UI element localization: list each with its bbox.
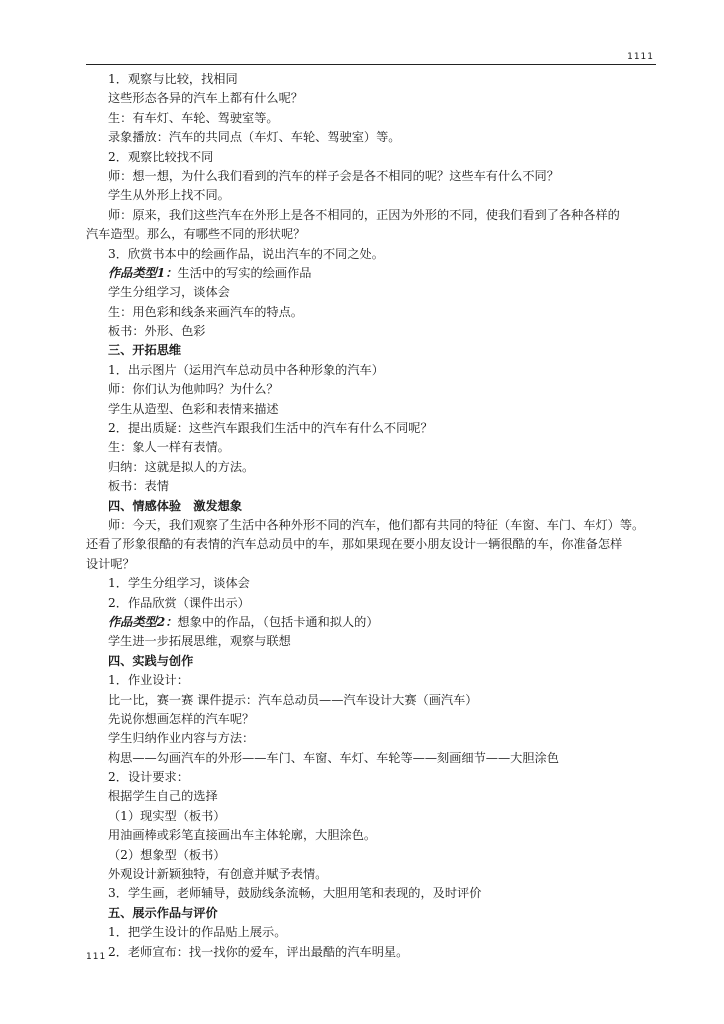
line-text: 生：有车灯、车轮、驾驶室等。 [108,110,279,125]
text-line [86,419,656,438]
text-line [86,128,656,147]
line-text: 汽车造型。那么，有哪些不同的形状呢？ [86,227,306,242]
line-text: 2．老师宣布：找一找你的爱车，评出最酷的汽车明星。 [108,944,409,959]
text-line [86,691,656,710]
text-line [86,826,656,845]
line-text: 生活中的写实的绘画作品 [177,265,312,280]
line-text: 1．把学生设计的作品贴上展示。 [108,925,287,940]
text-line [86,400,656,419]
line-text: 构思——勾画汽车的外形——车门、车窗、车灯、车轮等——刻画细节——大胆涂色 [108,750,559,765]
line-text: 师：今天，我们观察了生活中各种外形不同的汽车，他们都有共同的特征（车窗、车门、车灯）等。 [108,517,645,532]
line-text: 1．学生分组学习，谈体会 [108,576,250,591]
text-line [86,923,656,942]
line-text: 外观设计新颖独特，有创意并赋予表情。 [108,867,328,882]
work-type-label: 作品类型1： [108,265,178,280]
text-line [86,245,656,264]
line-text: （1）现实型（板书） [108,808,226,823]
line-text: 设计呢？ [86,556,135,571]
text-line [86,729,656,748]
header-rule [86,64,656,65]
text-line [86,89,656,108]
line-text: 录象播放：汽车的共同点（车灯、车轮、驾驶室）等。 [108,130,401,145]
line-text: 师：你们认为他帅吗？为什么？ [108,382,279,397]
page-header-number: 1111 [627,52,654,62]
line-text: 2．提出质疑：这些汽车跟我们生活中的汽车有什么不同呢？ [108,421,433,436]
text-line [86,594,656,613]
line-text: 生：象人一样有表情。 [108,440,230,455]
line-text: 用油画棒或彩笔直接画出车主体轮廓，大胆涂色。 [108,828,377,843]
line-text: 学生从外形上找不同。 [108,188,230,203]
text-line [86,477,656,496]
line-text: 五、展示作品与评价 [108,905,218,920]
text-line [86,303,656,322]
line-text: 想象中的作品，（包括卡通和拟人的） [177,614,379,629]
text-line [86,671,656,690]
line-text: 2．作品欣赏（课件出示） [108,595,250,610]
line-text: 1．作业设计： [108,673,189,688]
line-text: 1．出示图片（运用汽车总动员中各种形象的汽车） [108,362,384,377]
text-line [86,361,656,380]
text-line [86,943,656,962]
line-text: 学生进一步拓展思维，观察与联想 [108,634,291,649]
text-line [86,574,656,593]
line-text: 学生从造型、色彩和表情来描述 [108,401,279,416]
text-line [86,516,656,535]
text-line [86,283,656,302]
work-type-label: 作品类型2： [108,614,178,629]
document-body [86,70,656,962]
section-heading [86,652,656,671]
line-text: 2．观察比较找不同 [108,149,214,164]
text-line [86,846,656,865]
text-line [86,613,656,632]
text-line [86,787,656,806]
text-line [86,186,656,205]
line-text: 学生归纳作业内容与方法： [108,731,255,746]
text-line [86,148,656,167]
page-footer-number: 111 [86,952,107,962]
line-text: 归纳：这就是拟人的方法。 [108,459,255,474]
section-heading [86,341,656,360]
section-heading [86,497,656,516]
text-line [86,807,656,826]
text-line [86,167,656,186]
text-line [86,458,656,477]
line-text: 根据学生自己的选择 [108,789,218,804]
section-heading [86,904,656,923]
line-text: 3．欣赏书本中的绘画作品，说出汽车的不同之处。 [108,246,384,261]
line-text: （2）想象型（板书） [108,847,226,862]
text-line [86,555,656,574]
text-line [86,710,656,729]
line-text: 1．观察与比较，找相同 [108,72,238,86]
text-line [86,749,656,768]
text-line [86,632,656,651]
text-line [86,865,656,884]
text-line [86,535,656,554]
line-text: 先说你想画怎样的汽车呢？ [108,711,255,726]
text-line [86,768,656,787]
line-text: 板书：表情 [108,479,169,494]
text-line [86,70,656,89]
text-line [86,264,656,283]
line-text: 师：想一想，为什么我们看到的汽车的样子会是各不相同的呢？这些车有什么不同？ [108,168,559,183]
text-line [86,206,656,225]
line-text: 师：原来，我们这些汽车在外形上是各不相同的，正因为外形的不同，使我们看到了各种各样的 [108,207,620,222]
text-line [86,380,656,399]
line-text: 四、实践与创作 [108,653,194,668]
text-line [86,884,656,903]
line-text: 比一比，赛一赛 课件提示：汽车总动员——汽车设计大赛（画汽车） [108,692,478,707]
text-line [86,225,656,244]
line-text: 3．学生画，老师辅导，鼓励线条流畅，大胆用笔和表现的，及时评价 [108,886,482,901]
line-text: 还看了形象很酷的有表情的汽车总动员中的车，那如果现在要小朋友设计一辆很酷的车，你准备怎样 [86,537,623,552]
line-text: 四、情感体验 激发想象 [108,498,243,513]
line-text: 生：用色彩和线条来画汽车的特点。 [108,304,303,319]
text-line [86,322,656,341]
line-text: 这些形态各异的汽车上都有什么呢？ [108,91,303,106]
text-line [86,109,656,128]
line-text: 学生分组学习，谈体会 [108,285,230,300]
line-text: 2．设计要求： [108,770,189,785]
line-text: 板书：外形、色彩 [108,324,206,339]
line-text: 三、开拓思维 [108,343,182,358]
text-line [86,438,656,457]
